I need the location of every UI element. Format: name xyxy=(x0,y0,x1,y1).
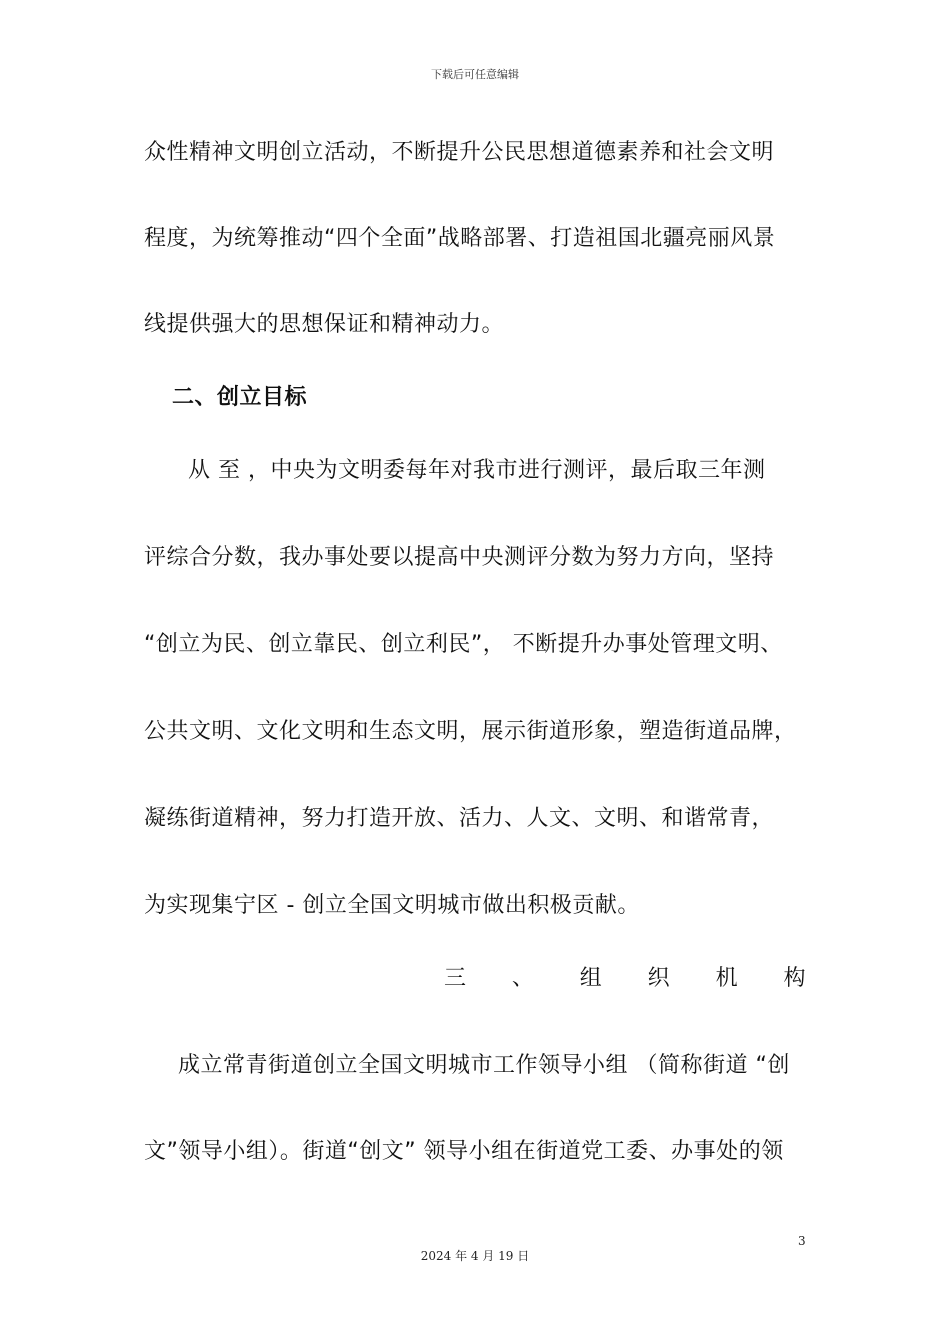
heading-char: 织 xyxy=(647,966,671,991)
paragraph-line: 凝练街道精神，努力打造开放、活力、人文、文明、和谐常青， xyxy=(144,806,775,831)
section-heading-organization xyxy=(444,964,806,994)
paragraph-line: 文”领导小组）。街道“创文” 领导小组在街道党工委、办事处的领 xyxy=(144,1139,784,1164)
heading-char: 三 xyxy=(444,966,467,991)
paragraph-line: 众性精神文明创立活动，不断提升公民思想道德素养和社会文明 xyxy=(144,140,775,165)
section-heading-goals: 二、创立目标 xyxy=(172,385,308,410)
page-footer-date: 2024 年 4 月 19 日 xyxy=(420,1249,530,1263)
paragraph-line: 程度，为统筹推动“四个全面”战略部署、打造祖国北疆亮丽风景 xyxy=(144,226,776,251)
paragraph-line: 为实现集宁区 - 创立全国文明城市做出积极贡献。 xyxy=(144,893,640,918)
heading-char: 组 xyxy=(579,966,603,991)
paragraph-line: 公共文明、文化文明和生态文明，展示街道形象，塑造街道品牌， xyxy=(144,719,797,744)
paragraph-line: 从 至 ，中央为文明委每年对我市进行测评，最后取三年测 xyxy=(188,458,766,483)
paragraph-line: 评综合分数，我办事处要以提高中央测评分数为努力方向，坚持 xyxy=(144,545,775,570)
heading-char: 、 xyxy=(511,966,535,991)
paragraph-line: 成立常青街道创立全国文明城市工作领导小组 （简称街道 “创 xyxy=(178,1053,790,1078)
heading-char: 机 xyxy=(715,966,739,991)
paragraph-line: “创立为民、创立靠民、创立利民”， 不断提升办事处管理文明、 xyxy=(144,632,783,657)
paragraph-line: 线提供强大的思想保证和精神动力。 xyxy=(144,312,505,337)
heading-char: 构 xyxy=(783,966,806,991)
page-header: 下载后可任意编辑 xyxy=(431,68,519,81)
page-number: 3 xyxy=(798,1234,806,1248)
